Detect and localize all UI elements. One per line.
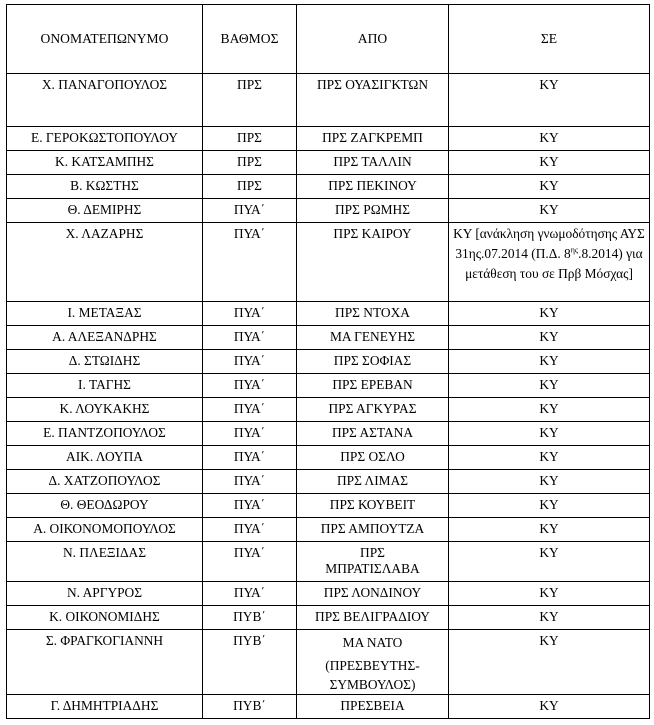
note-text-end: .8.2014) για μετάθεση του σε Πρβ Μόσχας] (465, 246, 643, 281)
cell-to: ΚΥ (449, 326, 650, 350)
cell-rank: ΠΥΑ΄ (203, 470, 297, 494)
table-row (7, 374, 650, 398)
cell-name: Κ. ΚΑΤΣΑΜΠΗΣ (7, 151, 203, 175)
cell-name: Ε. ΠΑΝΤΖΟΠΟΥΛΟΣ (7, 422, 203, 446)
cell-name: Ε. ΓΕΡΟΚΩΣΤΟΠΟΥΛΟΥ (7, 127, 203, 151)
table-row (7, 518, 650, 542)
cell-from (297, 542, 449, 582)
cell-to-note (449, 223, 650, 302)
cell-rank: ΠΥΑ΄ (203, 199, 297, 223)
cell-to: ΚΥ (449, 175, 650, 199)
table-row (7, 350, 650, 374)
cell-from: ΠΡΣ ΟΣΛΟ (297, 446, 449, 470)
cell-name: Σ. ΦΡΑΓΚΟΓΙΑΝΝΗ (7, 630, 203, 695)
cell-rank: ΠΡΣ (203, 151, 297, 175)
from-line: (ΠΡΕΣΒΕΥΤΗΣ- (325, 658, 420, 673)
table-row (7, 302, 650, 326)
table-row (7, 582, 650, 606)
cell-from: ΠΡΣ ΛΟΝΔΙΝΟΥ (297, 582, 449, 606)
cell-name: Δ. ΧΑΤΖΟΠΟΥΛΟΣ (7, 470, 203, 494)
cell-from: ΠΡΣ ΡΩΜΗΣ (297, 199, 449, 223)
cell-to: ΚΥ (449, 446, 650, 470)
cell-from: ΠΡΕΣΒΕΙΑ (297, 695, 449, 719)
table-row (7, 422, 650, 446)
header-row (7, 5, 650, 74)
table-row (7, 74, 650, 127)
cell-rank: ΠΡΣ (203, 127, 297, 151)
cell-to: ΚΥ (449, 151, 650, 175)
cell-name: Δ. ΣΤΩΙΔΗΣ (7, 350, 203, 374)
from-line: ΣΥΜΒΟΥΛΟΣ) (329, 677, 416, 692)
cell-to: ΚΥ (449, 470, 650, 494)
cell-name: Χ. ΠΑΝΑΓΟΠΟΥΛΟΣ (7, 74, 203, 127)
cell-name: Κ. ΛΟΥΚΑΚΗΣ (7, 398, 203, 422)
cell-rank: ΠΥΑ΄ (203, 446, 297, 470)
cell-to: ΚΥ (449, 374, 650, 398)
from-line: ΠΡΣ (360, 545, 385, 560)
cell-from: ΠΡΣ ΒΕΛΙΓΡΑΔΙΟΥ (297, 606, 449, 630)
cell-rank: ΠΥΑ΄ (203, 518, 297, 542)
cell-to: ΚΥ (449, 494, 650, 518)
cell-name: ΑΙΚ. ΛΟΥΠΑ (7, 446, 203, 470)
cell-from: ΠΡΣ ΑΓΚΥΡΑΣ (297, 398, 449, 422)
cell-to: ΚΥ (449, 582, 650, 606)
cell-rank: ΠΥΑ΄ (203, 374, 297, 398)
cell-rank: ΠΥΑ΄ (203, 542, 297, 582)
cell-from (297, 630, 449, 695)
cell-from: ΠΡΣ ΚΟΥΒΕΙΤ (297, 494, 449, 518)
cell-name: Ν. ΑΡΓΥΡΟΣ (7, 582, 203, 606)
header-rank: ΒΑΘΜΟΣ (203, 5, 297, 74)
cell-from: ΠΡΣ ΠΕΚΙΝΟΥ (297, 175, 449, 199)
header-to: ΣΕ (449, 5, 650, 74)
cell-from: ΠΡΣ ΑΣΤΑΝΑ (297, 422, 449, 446)
table-row (7, 127, 650, 151)
cell-to: ΚΥ (449, 302, 650, 326)
cell-rank: ΠΥΑ΄ (203, 350, 297, 374)
cell-to: ΚΥ (449, 695, 650, 719)
table-row (7, 326, 650, 350)
table-row (7, 606, 650, 630)
cell-from: ΠΡΣ ΚΑΙΡΟΥ (297, 223, 449, 302)
transfers-table (6, 4, 650, 719)
table-row (7, 695, 650, 719)
cell-to: ΚΥ (449, 350, 650, 374)
cell-rank: ΠΥΑ΄ (203, 302, 297, 326)
cell-rank: ΠΥΑ΄ (203, 326, 297, 350)
cell-from: ΠΡΣ ΕΡΕΒΑΝ (297, 374, 449, 398)
header-from: ΑΠΟ (297, 5, 449, 74)
cell-rank: ΠΥΑ΄ (203, 494, 297, 518)
cell-rank: ΠΥΒ΄ (203, 630, 297, 695)
cell-from: ΠΡΣ ΝΤΟΧΑ (297, 302, 449, 326)
cell-from: ΠΡΣ ΑΜΠΟΥΤΖΑ (297, 518, 449, 542)
cell-rank: ΠΥΒ΄ (203, 695, 297, 719)
table-row (7, 199, 650, 223)
cell-rank: ΠΥΒ΄ (203, 606, 297, 630)
cell-from: ΜΑ ΓΕΝΕΥΗΣ (297, 326, 449, 350)
cell-name: Α. ΑΛΕΞΑΝΔΡΗΣ (7, 326, 203, 350)
table-row (7, 151, 650, 175)
cell-name: Χ. ΛΑΖΑΡΗΣ (7, 223, 203, 302)
cell-name: Ν. ΠΛΕΞΙΔΑΣ (7, 542, 203, 582)
cell-rank: ΠΡΣ (203, 74, 297, 127)
table-row (7, 542, 650, 582)
header-name: ΟΝΟΜΑΤΕΠΩΝΥΜΟ (7, 5, 203, 74)
cell-from: ΠΡΣ ΣΟΦΙΑΣ (297, 350, 449, 374)
cell-name: Θ. ΘΕΟΔΩΡΟΥ (7, 494, 203, 518)
cell-from: ΠΡΣ ΟΥΑΣΙΓΚΤΩΝ (297, 74, 449, 127)
cell-name: Β. ΚΩΣΤΗΣ (7, 175, 203, 199)
cell-from: ΠΡΣ ΛΙΜΑΣ (297, 470, 449, 494)
cell-from: ΠΡΣ ΤΑΛΛΙΝ (297, 151, 449, 175)
from-line: ΜΠΡΑΤΙΣΛΑΒΑ (325, 561, 420, 576)
cell-to: ΚΥ (449, 398, 650, 422)
note-text-start: ΚΥ [ανάκληση γνωμοδότησης ΑΥΣ 31ης.07.2014 (Π.Δ. 8 (453, 226, 645, 261)
note-superscript: ης (570, 245, 579, 255)
cell-rank: ΠΥΑ΄ (203, 223, 297, 302)
cell-to: ΚΥ (449, 606, 650, 630)
cell-to: ΚΥ (449, 199, 650, 223)
table-row (7, 630, 650, 695)
cell-to: ΚΥ (449, 542, 650, 582)
cell-name: Ι. ΤΑΓΗΣ (7, 374, 203, 398)
cell-name: Θ. ΔΕΜΙΡΗΣ (7, 199, 203, 223)
cell-name: Ι. ΜΕΤΑΞΑΣ (7, 302, 203, 326)
cell-from: ΠΡΣ ΖΑΓΚΡΕΜΠ (297, 127, 449, 151)
cell-to: ΚΥ (449, 630, 650, 695)
cell-rank: ΠΥΑ΄ (203, 398, 297, 422)
cell-name: Κ. ΟΙΚΟΝΟΜΙΔΗΣ (7, 606, 203, 630)
cell-name: Γ. ΔΗΜΗΤΡΙΑΔΗΣ (7, 695, 203, 719)
cell-rank: ΠΥΑ΄ (203, 422, 297, 446)
table-row (7, 398, 650, 422)
cell-to: ΚΥ (449, 422, 650, 446)
cell-rank: ΠΡΣ (203, 175, 297, 199)
table-row (7, 446, 650, 470)
cell-to: ΚΥ (449, 518, 650, 542)
cell-to: ΚΥ (449, 74, 650, 127)
table-row (7, 470, 650, 494)
cell-to: ΚΥ (449, 127, 650, 151)
cell-rank: ΠΥΑ΄ (203, 582, 297, 606)
from-line: ΜΑ ΝΑΤΟ (342, 635, 403, 650)
table-row (7, 223, 650, 302)
table-row (7, 175, 650, 199)
cell-name: Α. ΟΙΚΟΝΟΜΟΠΟΥΛΟΣ (7, 518, 203, 542)
table-row (7, 494, 650, 518)
